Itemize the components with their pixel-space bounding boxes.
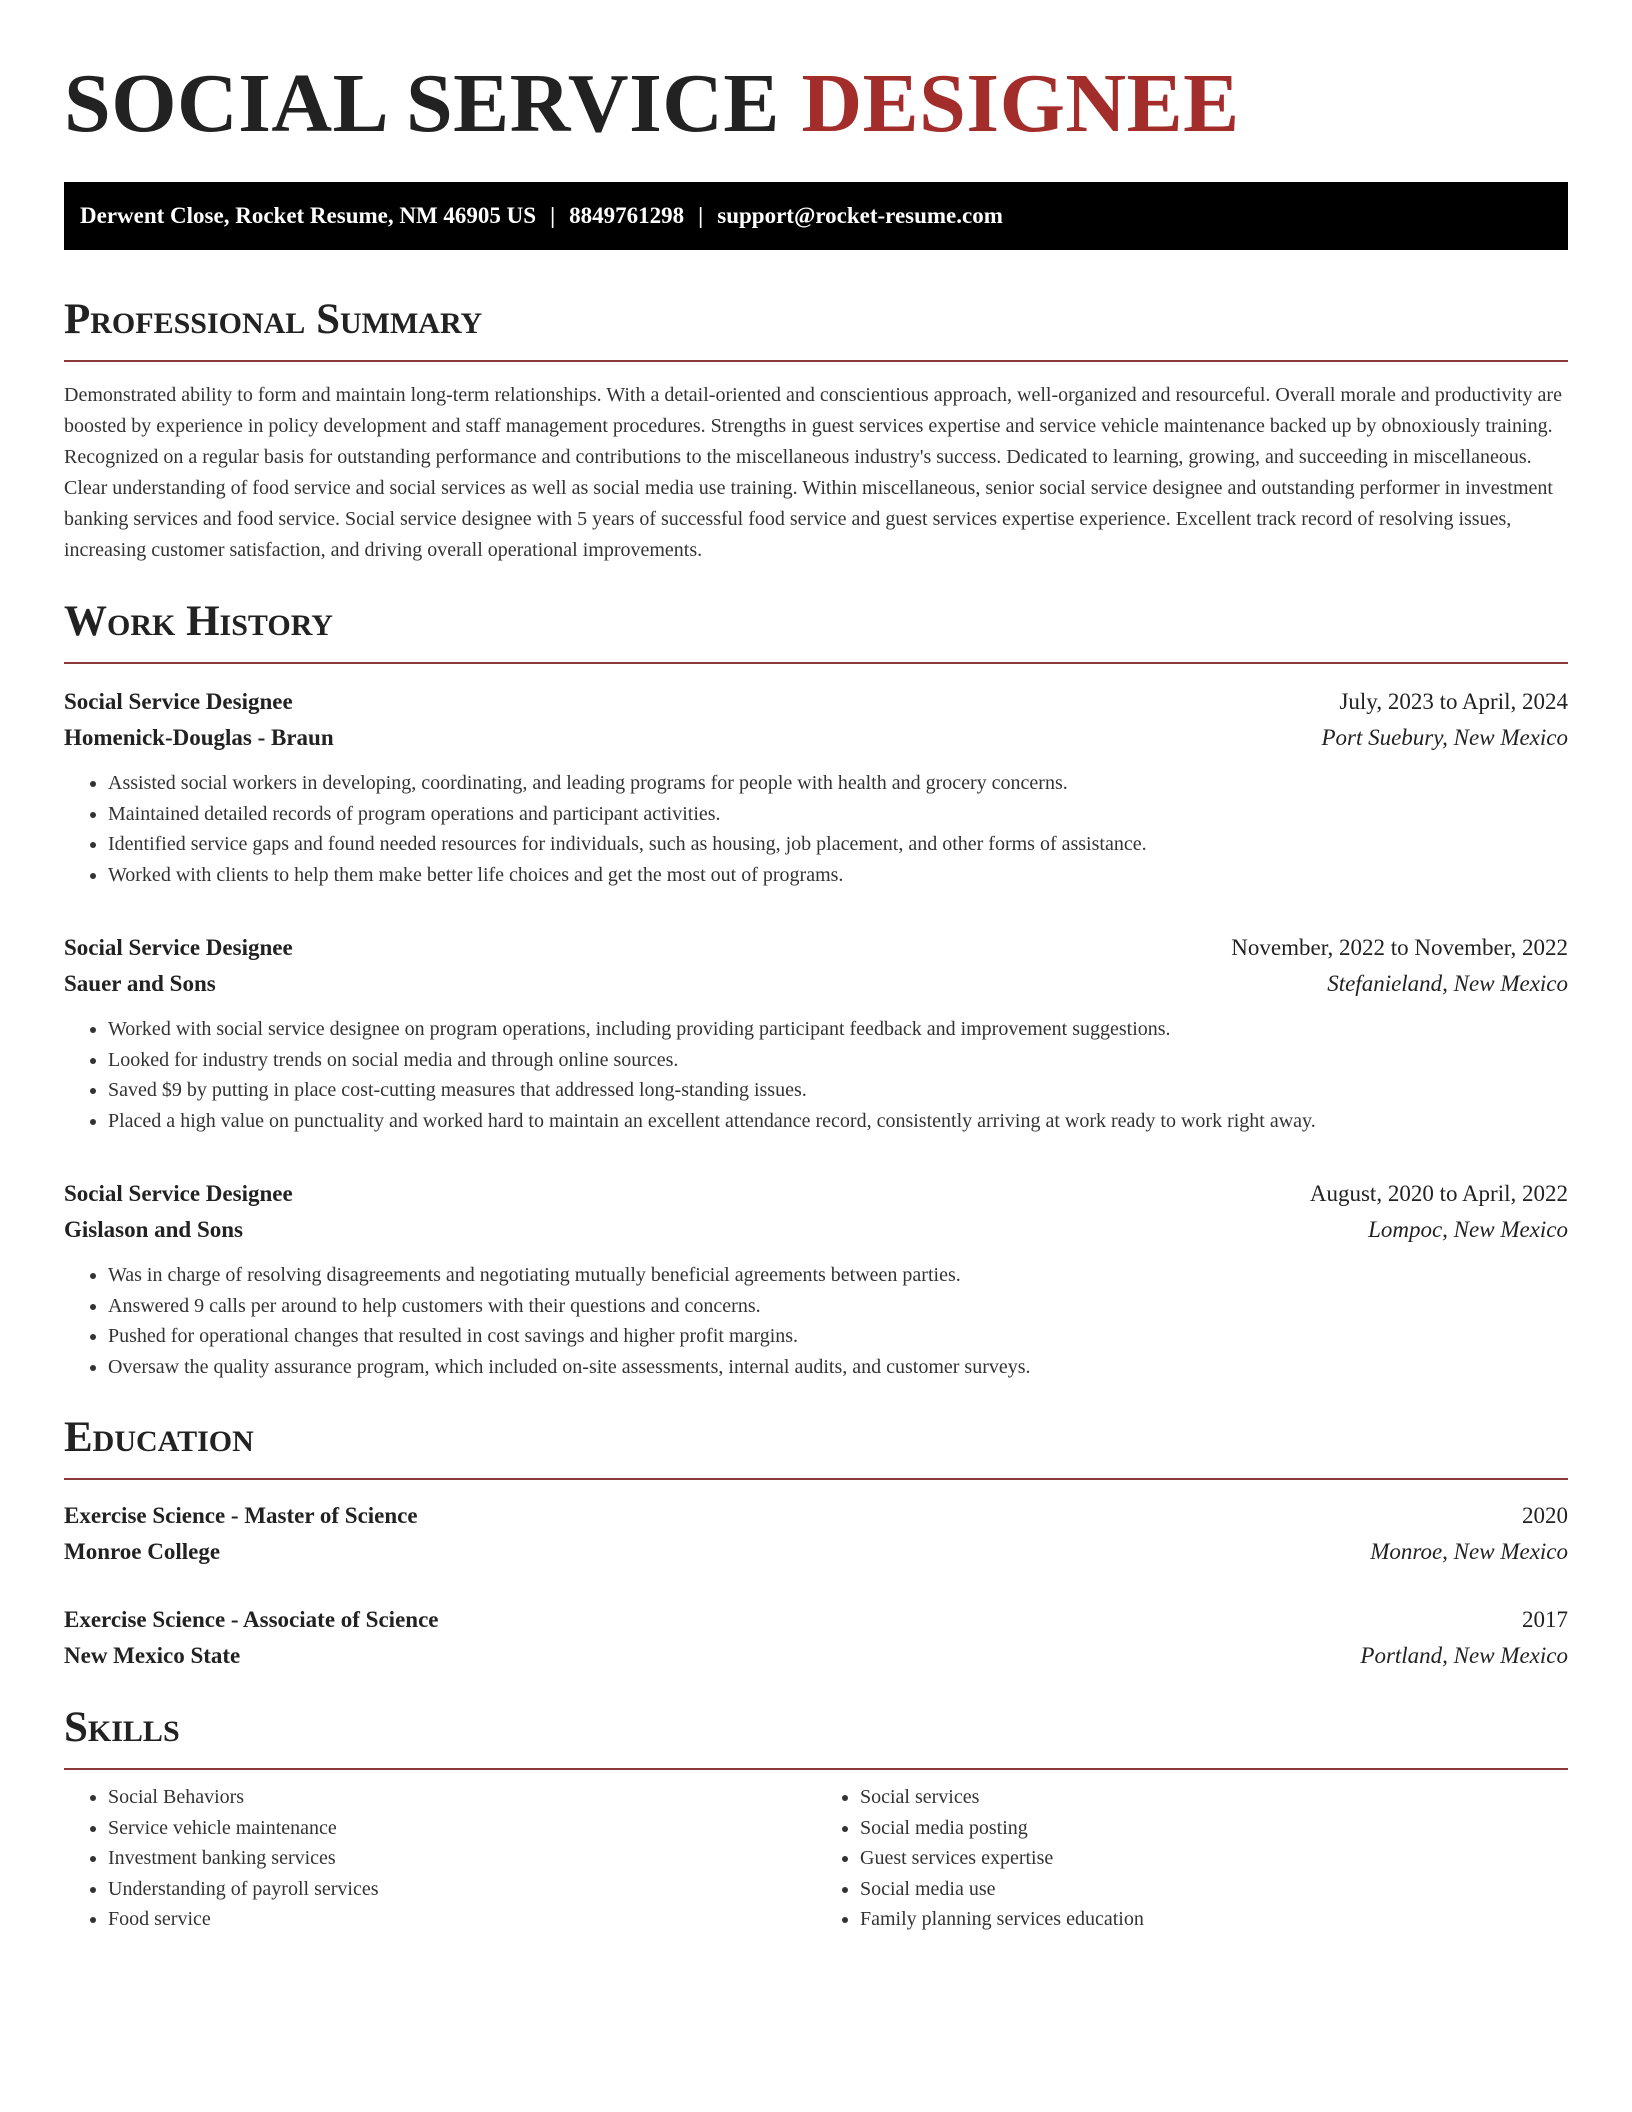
education-degree: Exercise Science - Associate of Science [64,1607,439,1632]
section-divider [64,662,1568,664]
job-company: Sauer and Sons [64,971,216,996]
job-bullet: • Was in charge of resolving disagreements and negotiating mutually beneficial agreements between parties. [108,1260,1568,1291]
job-entry [64,1176,1568,1382]
skill-item: • Guest services expertise [860,1843,1568,1874]
education-degree: Exercise Science - Master of Science [64,1503,418,1528]
education-year: 2020 [1522,1503,1568,1528]
job-bullet: • Placed a high value on punctuality and worked hard to maintain an excellent attendance record, consistently arriving at work ready to work right away. [108,1106,1568,1137]
job-bullet: • Worked with clients to help them make better life choices and get the most out of programs. [108,860,1568,891]
skills-column-right [816,1782,1568,1935]
education-year: 2017 [1522,1607,1568,1632]
job-entry [64,684,1568,890]
contact-email: support@rocket-resume.com [717,203,1003,228]
name-first: SOCIAL SERVICE [64,57,780,150]
skill-item: • Social Behaviors [108,1782,816,1813]
section-divider [64,360,1568,362]
skill-item: • Family planning services education [860,1904,1568,1935]
name-last: DESIGNEE [801,57,1240,150]
section-title-education: Education [64,1414,254,1461]
skill-item: • Service vehicle maintenance [108,1813,816,1844]
education-location: Portland, New Mexico [1360,1643,1568,1668]
section-title-summary: Professional Summary [64,296,483,343]
job-bullet: • Pushed for operational changes that resulted in cost savings and higher profit margins. [108,1321,1568,1352]
job-header-row [64,1176,1568,1212]
job-company-row [64,720,1568,756]
contact-bar [64,182,1568,250]
education-degree-row [64,1498,1568,1534]
job-location: Stefanieland, New Mexico [1327,971,1568,996]
skill-item: • Food service [108,1904,816,1935]
contact-separator: | [698,203,704,228]
job-header-row [64,930,1568,966]
skill-item: • Investment banking services [108,1843,816,1874]
section-title-work-history: Work History [64,598,333,645]
education-school: Monroe College [64,1539,221,1564]
education-school-row [64,1638,1568,1674]
job-header-row [64,684,1568,720]
job-bullet: • Assisted social workers in developing, coordinating, and leading programs for people with health and grocery concerns. [108,768,1568,799]
job-position: Social Service Designee [64,689,293,714]
education-location: Monroe, New Mexico [1370,1539,1568,1564]
skill-item: • Social media posting [860,1813,1568,1844]
job-position: Social Service Designee [64,1181,293,1206]
job-company-row [64,1212,1568,1248]
section-divider [64,1768,1568,1770]
skill-item: • Understanding of payroll services [108,1874,816,1905]
job-bullet: • Answered 9 calls per around to help customers with their questions and concerns. [108,1291,1568,1322]
job-bullet: • Identified service gaps and found needed resources for individuals, such as housing, job placement, and other forms of assistance. [108,829,1568,860]
contact-phone: 8849761298 [569,203,685,228]
job-dates: July, 2023 to April, 2024 [1339,689,1568,714]
education-degree-row [64,1602,1568,1638]
job-bullet: • Saved $9 by putting in place cost-cutting measures that addressed long-standing issues. [108,1075,1568,1106]
job-dates: November, 2022 to November, 2022 [1231,935,1568,960]
job-bullet: • Oversaw the quality assurance program, which included on-site assessments, internal audits, and customer surveys. [108,1352,1568,1383]
job-location: Port Suebury, New Mexico [1321,725,1568,750]
education-school-row [64,1534,1568,1570]
skills-grid [64,1782,1568,1935]
resume-name [64,56,1568,152]
job-company: Homenick-Douglas - Braun [64,725,334,750]
job-entry [64,930,1568,1136]
job-company: Gislason and Sons [64,1217,243,1242]
job-bullet: • Looked for industry trends on social media and through online sources. [108,1045,1568,1076]
job-bullet: • Worked with social service designee on program operations, including providing participant feedback and improvement suggestions. [108,1014,1568,1045]
job-bullets [64,768,1568,890]
section-divider [64,1478,1568,1480]
summary-text: Demonstrated ability to form and maintain long-term relationships. With a detail-oriented and conscientious approach, well-organized and resourceful. Overall morale and productivity are boosted by experience in policy development and staff management procedures. Strengths in guest services expertise and service vehicle maintenance backed up by obnoxiously training. Recognized on a regular basis for outstanding performance and contributions to the miscellaneous industry's success. Dedicated to learning, growing, and succeeding in miscellaneous. Clear understanding of food service and social services as well as social media use training. Within miscellaneous, senior social service designee and outstanding performer in investment banking services and food service. Social service designee with 5 years of successful food service and guest services expertise experience. Excellent track record of resolving issues, increasing customer satisfaction, and driving overall operational improvements. [64,384,1562,561]
contact-address: Derwent Close, Rocket Resume, NM 46905 US [80,203,537,228]
education-school: New Mexico State [64,1643,241,1668]
job-company-row [64,966,1568,1002]
job-position: Social Service Designee [64,935,293,960]
job-bullets [64,1014,1568,1136]
skills-column-left [64,1782,816,1935]
section-title-skills: Skills [64,1704,180,1751]
contact-separator: | [550,203,556,228]
job-location: Lompoc, New Mexico [1368,1217,1568,1242]
job-dates: August, 2020 to April, 2022 [1309,1181,1568,1206]
job-bullet: • Maintained detailed records of program operations and participant activities. [108,799,1568,830]
skill-item: • Social media use [860,1874,1568,1905]
job-bullets [64,1260,1568,1382]
education-entry [64,1602,1568,1674]
skill-item: • Social services [860,1782,1568,1813]
education-entry [64,1498,1568,1570]
